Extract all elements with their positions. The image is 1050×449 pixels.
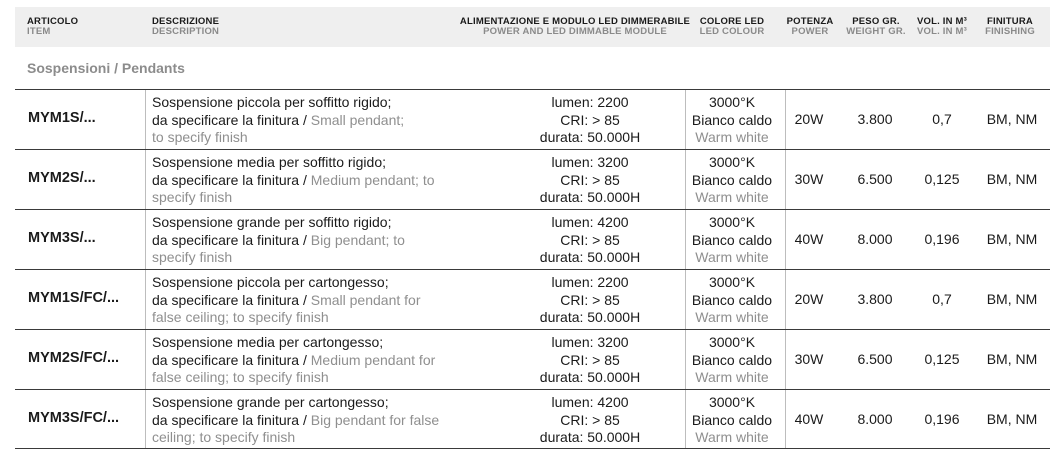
kelvin-value: 3000°K <box>708 154 756 170</box>
lumen-value: lumen: 4200 <box>551 214 629 230</box>
power-module <box>475 334 705 387</box>
description-en: Big pendant; to specify finish <box>152 231 405 265</box>
description-it: Sospensione grande per cartongesso; da specificare la finitura / <box>152 394 389 428</box>
power-module <box>475 394 705 447</box>
product-rows <box>15 89 1050 449</box>
volume-value: 0,196 <box>924 411 960 427</box>
section-title: Sospensioni / Pendants <box>27 60 185 76</box>
colour-en: Warm white <box>695 309 769 325</box>
column-divider <box>145 390 146 448</box>
item-code: MYM3S/... <box>28 230 96 246</box>
led-colour <box>680 274 784 327</box>
header-power-it: POTENZA <box>786 16 834 27</box>
item-code: MYM3S/FC/... <box>28 410 120 426</box>
description-en: Big pendant for false ceiling; to specify finish <box>152 411 440 445</box>
power-value: 30W <box>794 171 824 187</box>
finishing-value: BM, NM <box>986 411 1038 427</box>
column-divider <box>145 270 146 329</box>
header-weight-en: WEIGHT GR. <box>846 26 906 37</box>
weight-value: 8.000 <box>857 231 893 247</box>
description-it: Sospensione piccola per cartongesso; da specificare la finitura / <box>152 274 389 308</box>
weight-value: 6.500 <box>857 351 893 367</box>
volume-value: 0,7 <box>932 291 952 307</box>
colour-en: Warm white <box>695 429 769 445</box>
header-power-module-it: ALIMENTAZIONE E MODULO LED DIMMERABILE <box>459 16 691 27</box>
header-led-colour <box>700 17 765 37</box>
cri-value: CRI: > 85 <box>560 111 620 128</box>
weight-value: 3.800 <box>857 111 893 127</box>
lumen-value: lumen: 3200 <box>551 334 629 350</box>
table-row <box>15 89 1050 149</box>
column-divider <box>145 330 146 389</box>
colour-it: Bianco caldo <box>691 411 773 428</box>
finishing-value: BM, NM <box>986 171 1038 187</box>
power-value: 20W <box>794 291 824 307</box>
item-description <box>152 334 452 387</box>
header-weight-it: PESO GR. <box>852 16 900 27</box>
header-finishing-it: FINITURA <box>987 16 1033 27</box>
header-power <box>787 17 834 37</box>
finishing-value: BM, NM <box>986 111 1038 127</box>
power-module <box>475 154 705 207</box>
colour-en: Warm white <box>695 249 769 265</box>
table-row <box>15 389 1050 449</box>
cri-value: CRI: > 85 <box>560 351 620 368</box>
item-description <box>152 394 452 447</box>
table-header <box>15 7 1050 47</box>
column-divider <box>145 90 146 149</box>
column-divider <box>145 150 146 209</box>
kelvin-value: 3000°K <box>708 214 756 230</box>
kelvin-value: 3000°K <box>708 334 756 350</box>
header-item-en: ITEM <box>27 26 51 37</box>
power-module <box>475 274 705 327</box>
power-value: 40W <box>794 411 824 427</box>
item-code: MYM2S/... <box>28 170 96 186</box>
header-power-module <box>460 17 690 37</box>
lumen-value: lumen: 4200 <box>551 394 629 410</box>
lumen-value: lumen: 2200 <box>551 94 629 110</box>
power-value: 40W <box>794 231 824 247</box>
header-volume-it: VOL. IN M³ <box>916 16 968 27</box>
description-en: Medium pendant for false ceiling; to specify finish <box>152 351 436 385</box>
item-description <box>152 214 452 267</box>
power-value: 30W <box>794 351 824 367</box>
column-divider <box>145 210 146 269</box>
weight-value: 3.800 <box>857 291 893 307</box>
led-colour <box>680 154 784 207</box>
kelvin-value: 3000°K <box>708 394 756 410</box>
finishing-value: BM, NM <box>986 231 1038 247</box>
description-it: Sospensione piccola per soffitto rigido; da specificare la finitura / <box>152 94 392 128</box>
colour-en: Warm white <box>695 189 769 205</box>
colour-it: Bianco caldo <box>691 111 773 128</box>
cri-value: CRI: > 85 <box>560 291 620 308</box>
description-it: Sospensione media per cartongesso; da specificare la finitura / <box>152 334 384 368</box>
header-volume <box>917 17 967 37</box>
power-module <box>475 94 705 147</box>
description-en: Small pendant; to specify finish <box>152 111 405 145</box>
description-en: Small pendant for false ceiling; to specify finish <box>152 291 421 325</box>
durata-value: durata: 50.000H <box>539 189 641 205</box>
header-description-it: DESCRIZIONE <box>152 16 220 27</box>
colour-it: Bianco caldo <box>691 291 773 308</box>
table-row <box>15 329 1050 389</box>
lumen-value: lumen: 3200 <box>551 154 629 170</box>
led-colour <box>680 334 784 387</box>
cri-value: CRI: > 85 <box>560 231 620 248</box>
item-code: MYM1S/FC/... <box>28 290 120 306</box>
durata-value: durata: 50.000H <box>539 129 641 145</box>
lumen-value: lumen: 2200 <box>551 274 629 290</box>
table-row <box>15 209 1050 269</box>
description-it: Sospensione media per soffitto rigido; da specificare la finitura / <box>152 154 386 188</box>
header-power-module-en: POWER AND LED DIMMABLE MODULE <box>483 26 667 37</box>
volume-value: 0,196 <box>924 231 960 247</box>
table-row <box>15 269 1050 329</box>
volume-value: 0,7 <box>932 111 952 127</box>
description-it: Sospensione grande per soffitto rigido; da specificare la finitura / <box>152 214 392 248</box>
power-module <box>475 214 705 267</box>
cri-value: CRI: > 85 <box>560 411 620 428</box>
volume-value: 0,125 <box>924 171 960 187</box>
weight-value: 6.500 <box>857 171 893 187</box>
colour-en: Warm white <box>695 129 769 145</box>
header-led-colour-it: COLORE LED <box>699 16 765 27</box>
colour-it: Bianco caldo <box>691 171 773 188</box>
kelvin-value: 3000°K <box>708 274 756 290</box>
item-code: MYM2S/FC/... <box>28 350 120 366</box>
header-finishing <box>985 17 1035 37</box>
header-item <box>27 17 78 37</box>
table-row <box>15 149 1050 209</box>
colour-it: Bianco caldo <box>691 351 773 368</box>
header-description-en: DESCRIPTION <box>152 26 220 37</box>
item-description <box>152 154 452 207</box>
led-colour <box>680 214 784 267</box>
item-code: MYM1S/... <box>28 110 96 126</box>
durata-value: durata: 50.000H <box>539 249 641 265</box>
durata-value: durata: 50.000H <box>539 429 641 445</box>
kelvin-value: 3000°K <box>708 94 756 110</box>
led-colour <box>680 94 784 147</box>
item-description <box>152 94 452 147</box>
header-led-colour-en: LED COLOUR <box>699 26 765 37</box>
item-description <box>152 274 452 327</box>
description-en: Medium pendant; to specify finish <box>152 171 435 205</box>
finishing-value: BM, NM <box>986 291 1038 307</box>
header-finishing-en: FINISHING <box>985 26 1035 37</box>
led-colour <box>680 394 784 447</box>
power-value: 20W <box>794 111 824 127</box>
volume-value: 0,125 <box>924 351 960 367</box>
cri-value: CRI: > 85 <box>560 171 620 188</box>
durata-value: durata: 50.000H <box>539 369 641 385</box>
durata-value: durata: 50.000H <box>539 309 641 325</box>
finishing-value: BM, NM <box>986 351 1038 367</box>
header-item-it: ARTICOLO <box>27 16 79 27</box>
weight-value: 8.000 <box>857 411 893 427</box>
header-weight <box>846 17 906 37</box>
header-power-en: POWER <box>791 26 829 37</box>
colour-en: Warm white <box>695 369 769 385</box>
header-volume-en: VOL. IN M³ <box>916 26 968 37</box>
header-description <box>152 17 219 37</box>
colour-it: Bianco caldo <box>691 231 773 248</box>
